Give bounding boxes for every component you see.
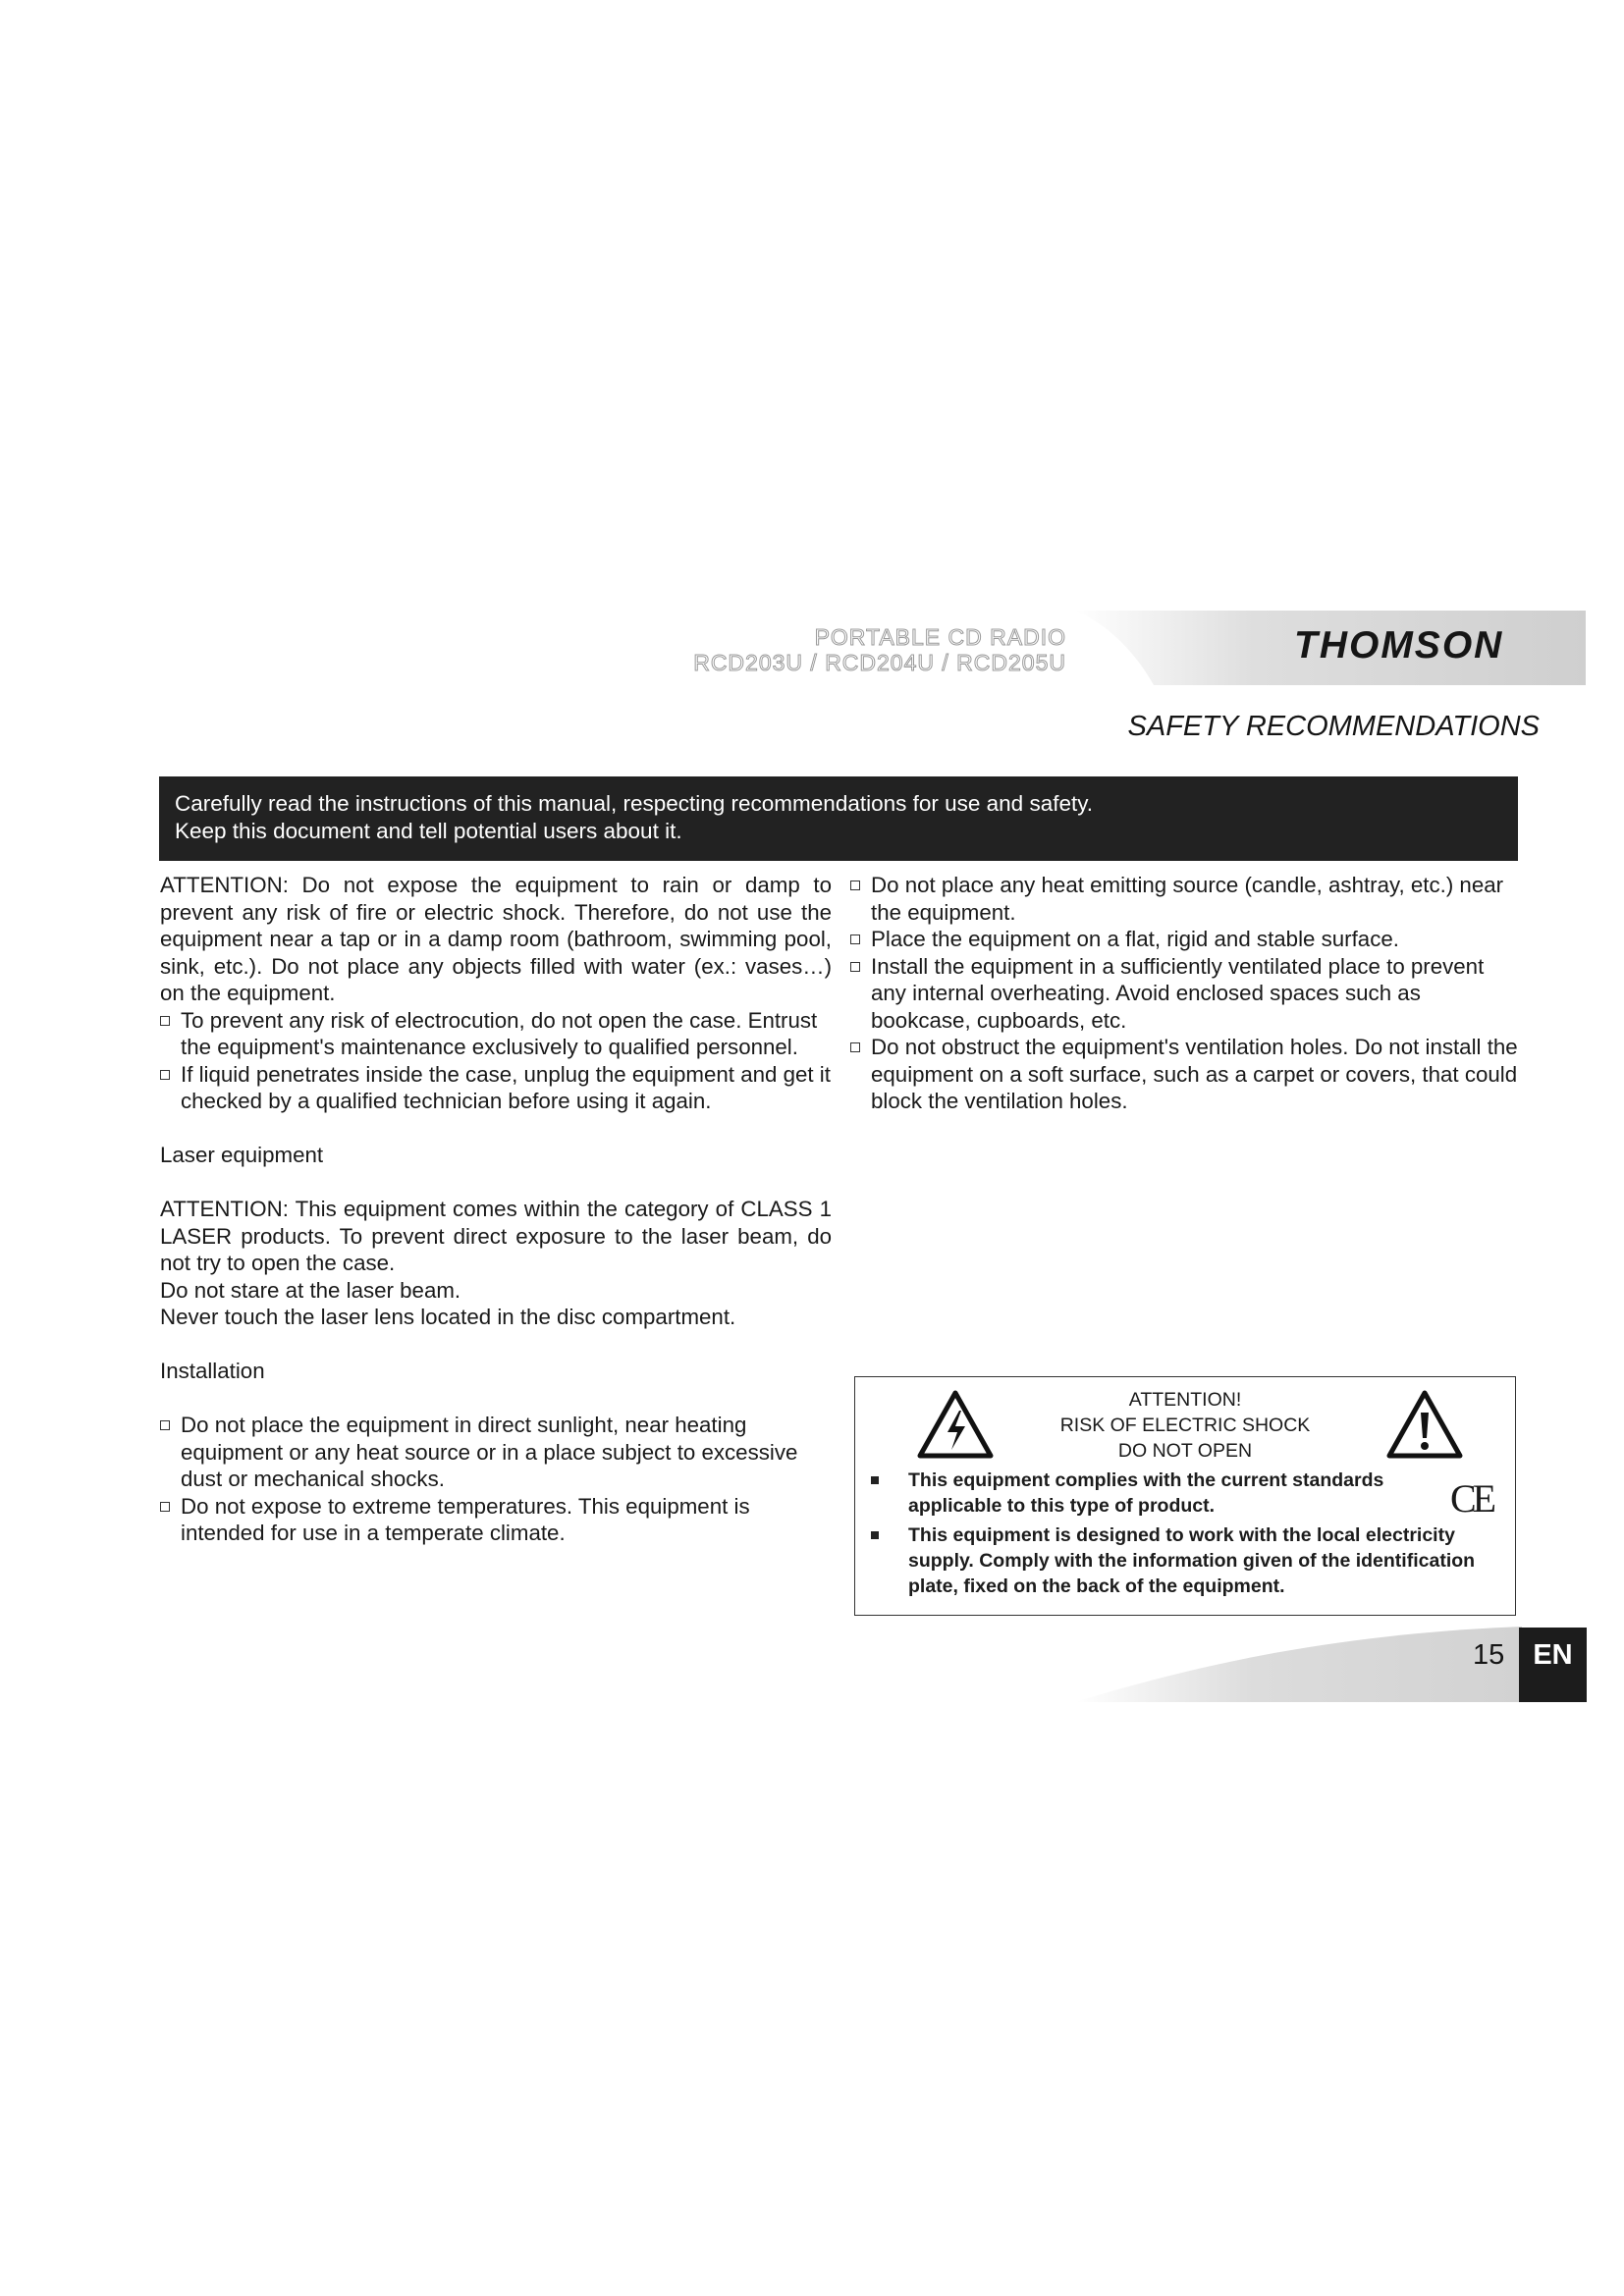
list-item — [850, 953, 1518, 1035]
attention-text: : Do not expose the equipment to rain or damp to prevent any risk of fire or electric shock. Therefore, do not use the equipment near a tap or in a damp room (bathroom, swimming pool, sink, etc.). Do not place any objects filled with water (ex.: vases…) on the equipment. — [160, 873, 832, 1005]
list-item — [850, 1034, 1518, 1115]
laser-heading: Laser equipment — [160, 1143, 324, 1167]
right-column — [850, 872, 1518, 1115]
warning-item — [871, 1522, 1489, 1599]
warning-item — [871, 1468, 1421, 1519]
product-line: PORTABLE CD RADIO — [814, 624, 1066, 650]
square-bullet-icon — [871, 1476, 879, 1484]
exclamation-warning-icon — [1385, 1389, 1464, 1460]
laser-text: Never touch the laser lens located in the disc compartment. — [160, 1305, 736, 1329]
intro-banner — [159, 776, 1518, 861]
square-bullet-icon — [871, 1531, 879, 1539]
footer-swoosh — [1075, 1627, 1522, 1702]
warning-title-line: DO NOT OPEN — [1117, 1440, 1253, 1462]
list-item — [160, 1061, 832, 1115]
banner-line: Carefully read the instructions of this manual, respecting recommendations for use and safety. — [175, 791, 1094, 816]
list-item-text: Do not expose to extreme temperatures. This equipment is intended for use in a temperate climate. — [181, 1493, 750, 1545]
attention-text: : This equipment comes within the category of CLASS 1 LASER products. To prevent direct exposure to the laser beam, do not try to open the case. — [160, 1197, 832, 1275]
attention-label: ATTENTION — [160, 873, 283, 897]
brand-logo: THOMSON — [1294, 624, 1504, 667]
attention-paragraph — [160, 1196, 832, 1277]
warning-title-line: RISK OF ELECTRIC SHOCK — [1059, 1415, 1311, 1436]
attention-label: ATTENTION — [160, 1197, 283, 1221]
warning-item-text: This equipment complies with the current standards applicable to this type of product. — [908, 1469, 1384, 1517]
page-number: 15 — [1473, 1639, 1505, 1671]
installation-heading: Installation — [160, 1359, 265, 1383]
list-item-text: Do not place the equipment in direct sunlight, near heating equipment or any heat source or in a place subject to excessive dust or mechanical shocks. — [181, 1413, 798, 1491]
product-name — [687, 624, 1066, 675]
section-title: SAFETY RECOMMENDATIONS — [1127, 711, 1540, 742]
list-item-text: Place the equipment on a flat, rigid and stable surface. — [871, 927, 1399, 951]
warning-item-text: This equipment is designed to work with the local electricity supply. Comply with the information given of the identification plate, fixed on the back of the equipment. — [908, 1524, 1476, 1597]
checkbox-bullet-icon — [850, 934, 860, 944]
product-models: RCD203U / RCD204U / RCD205U — [693, 650, 1066, 675]
language-tab — [1519, 1628, 1587, 1702]
list-item — [850, 872, 1518, 926]
list-item — [850, 926, 1518, 953]
list-item-text: To prevent any risk of electrocution, do not open the case. Entrust the equipment's maintenance exclusively to qualified personnel. — [181, 1007, 818, 1059]
list-item-text: Do not place any heat emitting source (candle, ashtray, etc.) near the equipment. — [871, 873, 1504, 925]
electric-shock-warning-box — [854, 1376, 1516, 1616]
list-item-text: Install the equipment in a sufficiently ventilated place to prevent any internal overheating. Avoid enclosed spaces such as bookcase, cupboards, etc. — [871, 953, 1485, 1033]
warning-title-line: ATTENTION! — [1128, 1389, 1242, 1411]
list-item-text: Do not obstruct the equipment's ventilation holes. Do not install the equipment on a soft surface, such as a carpet or covers, that could block the ventilation holes. — [871, 1035, 1518, 1113]
checkbox-bullet-icon — [850, 962, 860, 972]
list-item — [160, 1007, 832, 1061]
language-label: EN — [1533, 1639, 1573, 1671]
attention-paragraph — [160, 872, 832, 1007]
checkbox-bullet-icon — [850, 1042, 860, 1052]
checkbox-bullet-icon — [850, 881, 860, 890]
list-item — [160, 1412, 832, 1493]
ce-mark-icon: CE — [1450, 1476, 1493, 1521]
checkbox-bullet-icon — [160, 1016, 170, 1026]
checkbox-bullet-icon — [160, 1070, 170, 1080]
left-column — [160, 872, 832, 1547]
checkbox-bullet-icon — [160, 1420, 170, 1430]
list-item-text: If liquid penetrates inside the case, unplug the equipment and get it checked by a qualified technician before using it again. — [181, 1061, 831, 1113]
list-item — [160, 1493, 832, 1547]
laser-text: Do not stare at the laser beam. — [160, 1277, 461, 1303]
banner-line: Keep this document and tell potential users about it. — [175, 819, 682, 843]
checkbox-bullet-icon — [160, 1502, 170, 1512]
